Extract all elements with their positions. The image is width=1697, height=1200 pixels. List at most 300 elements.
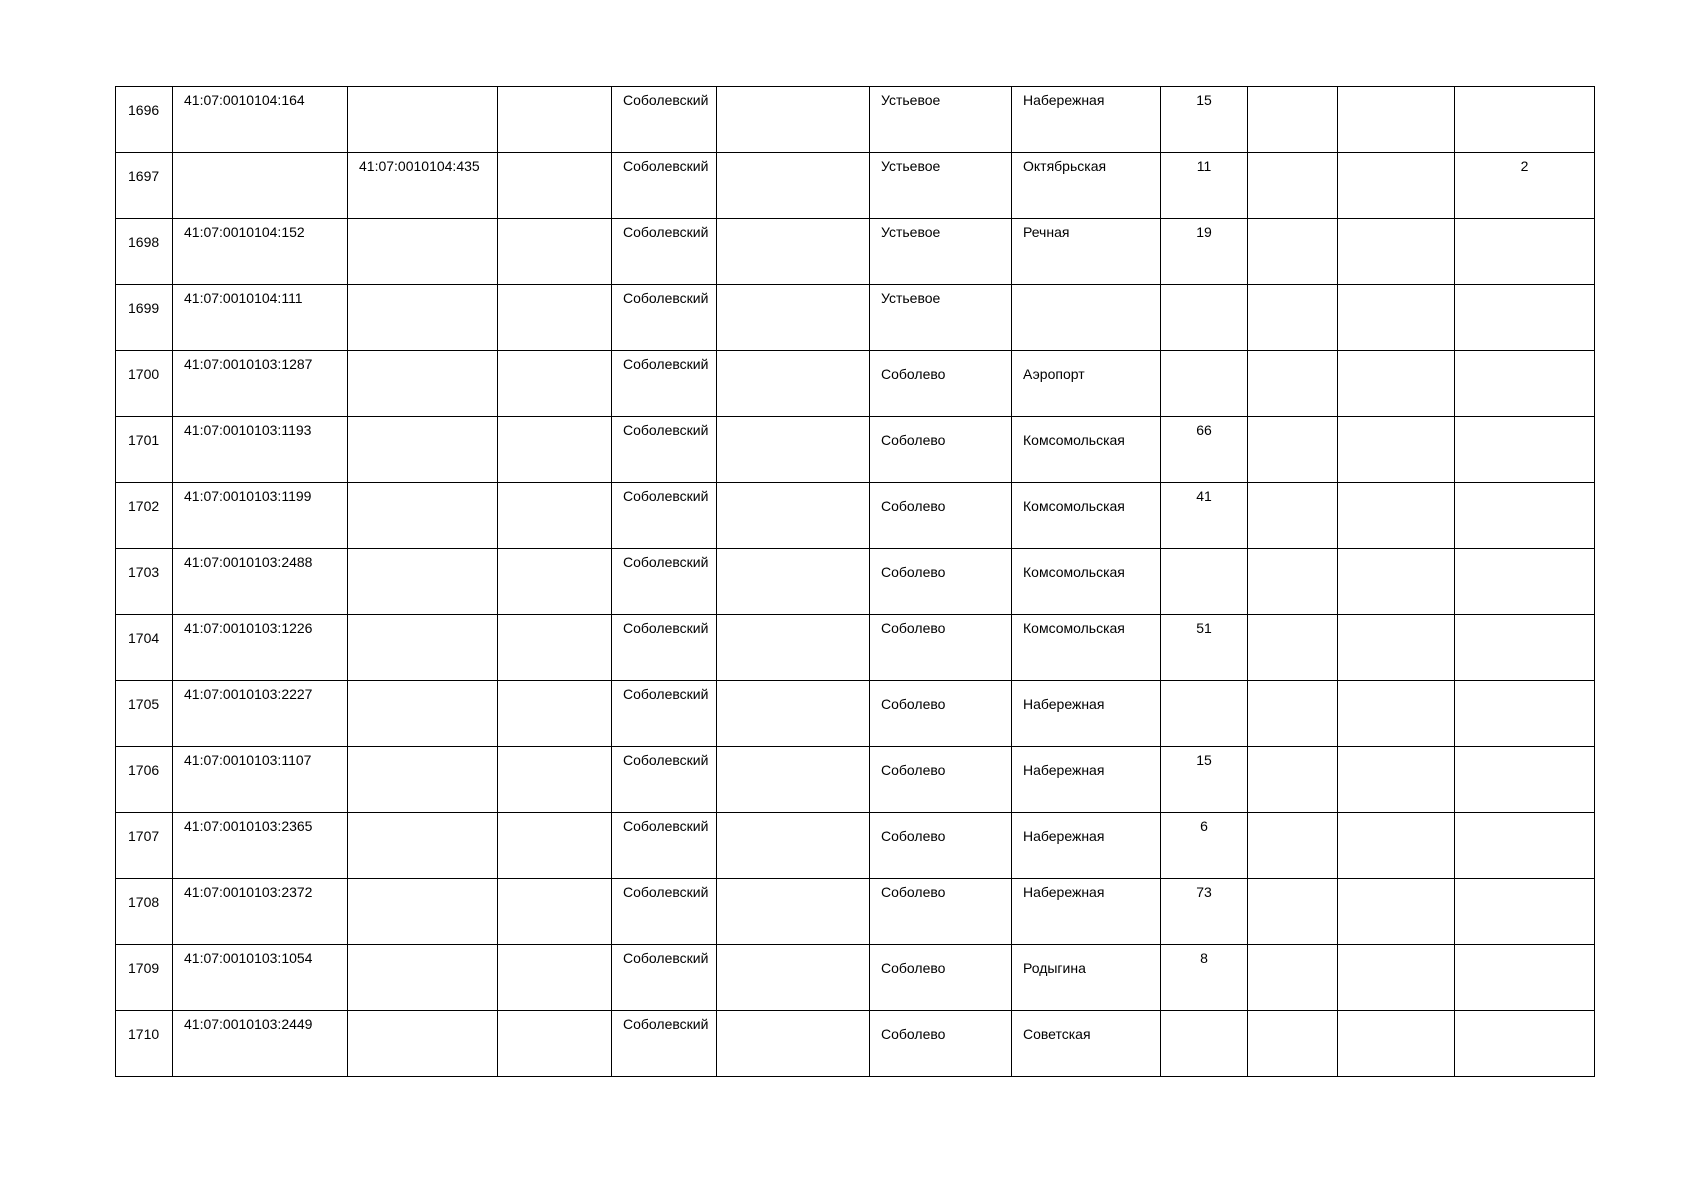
row-number-text: 1697 bbox=[128, 168, 160, 184]
street-text: Родыгина bbox=[1023, 960, 1086, 976]
cell-empty bbox=[1338, 153, 1455, 219]
cell-apartment bbox=[1455, 87, 1595, 153]
empty-cell-content bbox=[1248, 945, 1337, 947]
empty-cell-content bbox=[717, 747, 869, 749]
cell-empty bbox=[717, 813, 870, 879]
cell-locality bbox=[870, 1011, 1012, 1077]
empty-cell-content bbox=[498, 351, 611, 353]
house-text bbox=[1161, 1011, 1247, 1013]
empty-cell-content bbox=[498, 813, 611, 815]
cell-empty bbox=[1248, 417, 1338, 483]
cadastral-number-text: 41:07:0010103:2365 bbox=[184, 818, 313, 834]
cell-cadastral-number bbox=[173, 747, 348, 813]
cell-district bbox=[612, 549, 717, 615]
cell-cadastral-number bbox=[173, 351, 348, 417]
district-text: Соболевский bbox=[623, 92, 709, 108]
cell-street bbox=[1012, 153, 1161, 219]
table-row bbox=[116, 153, 1595, 219]
row-number-text: 1708 bbox=[128, 894, 160, 910]
cell-cadastral-number-alt bbox=[348, 615, 498, 681]
empty-cell-content bbox=[498, 747, 611, 749]
empty-cell-content bbox=[498, 417, 611, 419]
cell-house bbox=[1161, 351, 1248, 417]
cell-house bbox=[1161, 153, 1248, 219]
cell-cadastral-number-alt bbox=[348, 285, 498, 351]
cell-empty bbox=[717, 417, 870, 483]
cell-empty bbox=[717, 747, 870, 813]
table-row bbox=[116, 351, 1595, 417]
cell-empty bbox=[1248, 285, 1338, 351]
cell-apartment bbox=[1455, 351, 1595, 417]
cell-empty bbox=[1338, 1011, 1455, 1077]
table-row bbox=[116, 813, 1595, 879]
cell-locality bbox=[870, 219, 1012, 285]
cell-cadastral-number bbox=[173, 483, 348, 549]
cell-row-number bbox=[116, 813, 173, 879]
empty-cell-content bbox=[1248, 153, 1337, 155]
cell-locality bbox=[870, 417, 1012, 483]
cell-cadastral-number-alt bbox=[348, 879, 498, 945]
cadastral-number-alt-text bbox=[348, 417, 497, 419]
cadastral-number-text: 41:07:0010103:1287 bbox=[184, 356, 313, 372]
cell-apartment bbox=[1455, 747, 1595, 813]
cell-empty bbox=[498, 681, 612, 747]
empty-cell-content bbox=[1338, 681, 1454, 683]
empty-cell-content bbox=[498, 945, 611, 947]
cell-empty bbox=[1338, 219, 1455, 285]
cell-empty bbox=[1338, 615, 1455, 681]
cadastral-number-text: 41:07:0010103:2488 bbox=[184, 554, 313, 570]
cell-cadastral-number bbox=[173, 1011, 348, 1077]
locality-text: Соболево bbox=[881, 366, 946, 382]
district-text: Соболевский bbox=[623, 422, 709, 438]
cell-empty bbox=[1248, 87, 1338, 153]
empty-cell-content bbox=[717, 417, 869, 419]
street-text: Набережная bbox=[1023, 92, 1105, 108]
cell-cadastral-number-alt bbox=[348, 747, 498, 813]
empty-cell-content bbox=[1338, 747, 1454, 749]
cell-empty bbox=[717, 879, 870, 945]
cell-apartment bbox=[1455, 1011, 1595, 1077]
district-text: Соболевский bbox=[623, 554, 709, 570]
locality-text: Устьевое bbox=[881, 224, 941, 240]
cell-house bbox=[1161, 285, 1248, 351]
street-text: Речная bbox=[1023, 224, 1070, 240]
locality-text: Соболево bbox=[881, 1026, 946, 1042]
table-row bbox=[116, 945, 1595, 1011]
cell-apartment bbox=[1455, 285, 1595, 351]
street-text: Набережная bbox=[1023, 696, 1105, 712]
cell-cadastral-number bbox=[173, 615, 348, 681]
cell-empty bbox=[498, 549, 612, 615]
cadastral-number-text: 41:07:0010103:1054 bbox=[184, 950, 313, 966]
cell-cadastral-number bbox=[173, 813, 348, 879]
cell-street bbox=[1012, 945, 1161, 1011]
cell-row-number bbox=[116, 417, 173, 483]
cell-locality bbox=[870, 813, 1012, 879]
locality-text: Соболево bbox=[881, 696, 946, 712]
row-number-text: 1696 bbox=[128, 102, 160, 118]
cell-empty bbox=[717, 285, 870, 351]
cell-locality bbox=[870, 285, 1012, 351]
cadastral-number-text: 41:07:0010104:164 bbox=[184, 92, 305, 108]
cell-street bbox=[1012, 87, 1161, 153]
district-text: Соболевский bbox=[623, 224, 709, 240]
cell-empty bbox=[498, 153, 612, 219]
cell-apartment bbox=[1455, 417, 1595, 483]
cell-empty bbox=[717, 87, 870, 153]
cell-district bbox=[612, 945, 717, 1011]
cell-empty bbox=[1248, 879, 1338, 945]
street-text: Набережная bbox=[1023, 884, 1105, 900]
row-number-text: 1702 bbox=[128, 498, 160, 514]
cell-house bbox=[1161, 483, 1248, 549]
empty-cell-content bbox=[717, 219, 869, 221]
street-text: Комсомольская bbox=[1023, 564, 1125, 580]
cell-district bbox=[612, 285, 717, 351]
cell-empty bbox=[1338, 87, 1455, 153]
cadastral-number-text: 41:07:0010103:2372 bbox=[184, 884, 313, 900]
empty-cell-content bbox=[498, 285, 611, 287]
cell-house bbox=[1161, 747, 1248, 813]
empty-cell-content bbox=[498, 615, 611, 617]
cell-apartment bbox=[1455, 219, 1595, 285]
cell-cadastral-number-alt bbox=[348, 549, 498, 615]
cell-locality bbox=[870, 483, 1012, 549]
cell-empty bbox=[1248, 351, 1338, 417]
empty-cell-content bbox=[1338, 879, 1454, 881]
street-text: Советская bbox=[1023, 1026, 1091, 1042]
district-text: Соболевский bbox=[623, 158, 709, 174]
cell-apartment bbox=[1455, 483, 1595, 549]
cell-district bbox=[612, 219, 717, 285]
street-text: Аэропорт bbox=[1023, 366, 1085, 382]
empty-cell-content bbox=[1338, 417, 1454, 419]
apartment-text bbox=[1455, 417, 1594, 419]
cell-empty bbox=[498, 351, 612, 417]
cell-street bbox=[1012, 747, 1161, 813]
row-number-text: 1700 bbox=[128, 366, 160, 382]
empty-cell-content bbox=[717, 813, 869, 815]
cadastral-number-alt-text bbox=[348, 813, 497, 815]
empty-cell-content bbox=[498, 483, 611, 485]
cell-row-number bbox=[116, 945, 173, 1011]
row-number-text: 1698 bbox=[128, 234, 160, 250]
apartment-text bbox=[1455, 747, 1594, 749]
cell-house bbox=[1161, 813, 1248, 879]
cell-cadastral-number bbox=[173, 153, 348, 219]
empty-cell-content bbox=[1248, 747, 1337, 749]
cell-row-number bbox=[116, 879, 173, 945]
cadastral-number-alt-text bbox=[348, 351, 497, 353]
cell-empty bbox=[1248, 945, 1338, 1011]
apartment-text bbox=[1455, 945, 1594, 947]
house-text: 19 bbox=[1196, 224, 1212, 240]
cell-row-number bbox=[116, 87, 173, 153]
row-number-text: 1709 bbox=[128, 960, 160, 976]
empty-cell-content bbox=[498, 879, 611, 881]
cell-apartment bbox=[1455, 945, 1595, 1011]
cell-empty bbox=[498, 285, 612, 351]
empty-cell-content bbox=[717, 87, 869, 89]
locality-text: Соболево bbox=[881, 762, 946, 778]
cell-district bbox=[612, 483, 717, 549]
district-text: Соболевский bbox=[623, 356, 709, 372]
cell-empty bbox=[498, 417, 612, 483]
cell-district bbox=[612, 747, 717, 813]
cell-cadastral-number-alt bbox=[348, 483, 498, 549]
locality-text: Соболево bbox=[881, 828, 946, 844]
cell-empty bbox=[717, 1011, 870, 1077]
cell-street bbox=[1012, 219, 1161, 285]
cell-empty bbox=[717, 153, 870, 219]
empty-cell-content bbox=[1338, 153, 1454, 155]
cell-house bbox=[1161, 1011, 1248, 1077]
house-text: 41 bbox=[1196, 488, 1212, 504]
cadastral-number-alt-text bbox=[348, 681, 497, 683]
apartment-text bbox=[1455, 285, 1594, 287]
row-number-text: 1703 bbox=[128, 564, 160, 580]
cell-cadastral-number bbox=[173, 549, 348, 615]
empty-cell-content bbox=[498, 87, 611, 89]
apartment-text bbox=[1455, 813, 1594, 815]
empty-cell-content bbox=[498, 549, 611, 551]
empty-cell-content bbox=[1248, 219, 1337, 221]
house-text bbox=[1161, 681, 1247, 683]
cell-cadastral-number bbox=[173, 879, 348, 945]
empty-cell-content bbox=[498, 219, 611, 221]
cell-house bbox=[1161, 615, 1248, 681]
cell-empty bbox=[717, 219, 870, 285]
cadastral-number-alt-text bbox=[348, 615, 497, 617]
cadastral-number-text: 41:07:0010103:1107 bbox=[184, 752, 312, 768]
empty-cell-content bbox=[1248, 483, 1337, 485]
apartment-text bbox=[1455, 351, 1594, 353]
cell-street bbox=[1012, 285, 1161, 351]
cadastral-number-text: 41:07:0010103:1193 bbox=[184, 422, 312, 438]
cadastral-number-text bbox=[173, 153, 347, 155]
cadastral-number-alt-text bbox=[348, 879, 497, 881]
cell-street bbox=[1012, 351, 1161, 417]
cell-empty bbox=[1338, 417, 1455, 483]
cadastral-number-alt-text bbox=[348, 219, 497, 221]
cell-locality bbox=[870, 351, 1012, 417]
cell-cadastral-number bbox=[173, 219, 348, 285]
cell-empty bbox=[498, 483, 612, 549]
cell-cadastral-number-alt bbox=[348, 417, 498, 483]
locality-text: Соболево bbox=[881, 564, 946, 580]
cell-empty bbox=[1338, 747, 1455, 813]
cell-cadastral-number bbox=[173, 681, 348, 747]
cell-row-number bbox=[116, 285, 173, 351]
row-number-text: 1710 bbox=[128, 1026, 160, 1042]
cadastral-number-text: 41:07:0010103:2227 bbox=[184, 686, 313, 702]
district-text: Соболевский bbox=[623, 1016, 709, 1032]
district-text: Соболевский bbox=[623, 686, 709, 702]
cell-empty bbox=[1248, 747, 1338, 813]
cell-street bbox=[1012, 1011, 1161, 1077]
cell-district bbox=[612, 153, 717, 219]
cell-row-number bbox=[116, 681, 173, 747]
cell-empty bbox=[498, 945, 612, 1011]
apartment-text: 2 bbox=[1520, 158, 1529, 174]
cell-cadastral-number bbox=[173, 945, 348, 1011]
cell-empty bbox=[1338, 285, 1455, 351]
row-number-text: 1704 bbox=[128, 630, 160, 646]
table-row bbox=[116, 615, 1595, 681]
cell-cadastral-number-alt bbox=[348, 153, 498, 219]
apartment-text bbox=[1455, 615, 1594, 617]
empty-cell-content bbox=[1248, 681, 1337, 683]
empty-cell-content bbox=[1338, 285, 1454, 287]
table-row bbox=[116, 483, 1595, 549]
cadastral-number-alt-text bbox=[348, 945, 497, 947]
cell-cadastral-number bbox=[173, 285, 348, 351]
cell-cadastral-number-alt bbox=[348, 945, 498, 1011]
empty-cell-content bbox=[1338, 615, 1454, 617]
cell-district bbox=[612, 813, 717, 879]
cell-locality bbox=[870, 681, 1012, 747]
empty-cell-content bbox=[498, 681, 611, 683]
locality-text: Устьевое bbox=[881, 158, 941, 174]
street-text: Набережная bbox=[1023, 828, 1105, 844]
cell-empty bbox=[717, 615, 870, 681]
cell-cadastral-number bbox=[173, 87, 348, 153]
cell-cadastral-number-alt bbox=[348, 681, 498, 747]
street-text bbox=[1012, 285, 1160, 287]
locality-text: Соболево bbox=[881, 620, 946, 636]
house-text: 73 bbox=[1196, 884, 1212, 900]
cell-cadastral-number bbox=[173, 417, 348, 483]
cell-district bbox=[612, 1011, 717, 1077]
cell-district bbox=[612, 681, 717, 747]
cell-empty bbox=[1338, 813, 1455, 879]
register-table-body bbox=[116, 87, 1595, 1077]
empty-cell-content bbox=[717, 549, 869, 551]
apartment-text bbox=[1455, 483, 1594, 485]
house-text: 11 bbox=[1196, 158, 1212, 174]
cell-row-number bbox=[116, 615, 173, 681]
street-text: Октябрьская bbox=[1023, 158, 1107, 174]
empty-cell-content bbox=[1248, 1011, 1337, 1013]
cell-empty bbox=[1248, 615, 1338, 681]
empty-cell-content bbox=[1338, 813, 1454, 815]
table-row bbox=[116, 879, 1595, 945]
house-text bbox=[1161, 285, 1247, 287]
cell-empty bbox=[1248, 681, 1338, 747]
empty-cell-content bbox=[1248, 879, 1337, 881]
empty-cell-content bbox=[1338, 219, 1454, 221]
row-number-text: 1707 bbox=[128, 828, 160, 844]
cell-apartment bbox=[1455, 681, 1595, 747]
cell-street bbox=[1012, 681, 1161, 747]
apartment-text bbox=[1455, 87, 1594, 89]
apartment-text bbox=[1455, 549, 1594, 551]
table-row bbox=[116, 549, 1595, 615]
cell-district bbox=[612, 615, 717, 681]
cell-empty bbox=[1248, 153, 1338, 219]
cell-row-number bbox=[116, 153, 173, 219]
cell-apartment bbox=[1455, 615, 1595, 681]
cadastral-number-alt-text bbox=[348, 747, 497, 749]
cell-empty bbox=[1338, 681, 1455, 747]
empty-cell-content bbox=[717, 285, 869, 287]
cell-row-number bbox=[116, 1011, 173, 1077]
table-row bbox=[116, 219, 1595, 285]
cell-house bbox=[1161, 417, 1248, 483]
cadastral-number-alt-text bbox=[348, 483, 497, 485]
cell-district bbox=[612, 417, 717, 483]
table-row bbox=[116, 747, 1595, 813]
empty-cell-content bbox=[1338, 549, 1454, 551]
apartment-text bbox=[1455, 219, 1594, 221]
cell-cadastral-number-alt bbox=[348, 219, 498, 285]
empty-cell-content bbox=[1338, 483, 1454, 485]
empty-cell-content bbox=[1248, 813, 1337, 815]
cell-row-number bbox=[116, 351, 173, 417]
locality-text: Устьевое bbox=[881, 92, 941, 108]
cell-street bbox=[1012, 813, 1161, 879]
cell-apartment bbox=[1455, 813, 1595, 879]
register-table bbox=[115, 86, 1595, 1077]
cell-locality bbox=[870, 615, 1012, 681]
empty-cell-content bbox=[1248, 351, 1337, 353]
cell-empty bbox=[1248, 1011, 1338, 1077]
cadastral-number-text: 41:07:0010103:1199 bbox=[184, 488, 312, 504]
district-text: Соболевский bbox=[623, 818, 709, 834]
cell-house bbox=[1161, 87, 1248, 153]
cell-apartment bbox=[1455, 549, 1595, 615]
cell-street bbox=[1012, 417, 1161, 483]
cell-cadastral-number-alt bbox=[348, 87, 498, 153]
empty-cell-content bbox=[1248, 285, 1337, 287]
cadastral-number-alt-text bbox=[348, 549, 497, 551]
cell-street bbox=[1012, 879, 1161, 945]
cell-empty bbox=[1248, 483, 1338, 549]
cell-empty bbox=[1338, 879, 1455, 945]
cell-empty bbox=[1338, 483, 1455, 549]
empty-cell-content bbox=[717, 879, 869, 881]
locality-text: Соболево bbox=[881, 432, 946, 448]
row-number-text: 1701 bbox=[128, 432, 160, 448]
cell-empty bbox=[1338, 945, 1455, 1011]
cadastral-number-text: 41:07:0010103:2449 bbox=[184, 1016, 313, 1032]
cell-district bbox=[612, 351, 717, 417]
apartment-text bbox=[1455, 879, 1594, 881]
cell-empty bbox=[498, 879, 612, 945]
district-text: Соболевский bbox=[623, 752, 709, 768]
empty-cell-content bbox=[717, 483, 869, 485]
cell-house bbox=[1161, 549, 1248, 615]
cell-house bbox=[1161, 219, 1248, 285]
cell-district bbox=[612, 87, 717, 153]
cell-house bbox=[1161, 945, 1248, 1011]
locality-text: Соболево bbox=[881, 498, 946, 514]
locality-text: Соболево bbox=[881, 884, 946, 900]
empty-cell-content bbox=[1248, 549, 1337, 551]
empty-cell-content bbox=[498, 1011, 611, 1013]
empty-cell-content bbox=[717, 945, 869, 947]
table-row bbox=[116, 87, 1595, 153]
street-text: Комсомольская bbox=[1023, 432, 1125, 448]
locality-text: Устьевое bbox=[881, 290, 941, 306]
cell-empty bbox=[717, 681, 870, 747]
cell-cadastral-number-alt bbox=[348, 1011, 498, 1077]
cell-empty bbox=[717, 945, 870, 1011]
empty-cell-content bbox=[717, 615, 869, 617]
table-row bbox=[116, 285, 1595, 351]
cell-empty bbox=[1248, 813, 1338, 879]
